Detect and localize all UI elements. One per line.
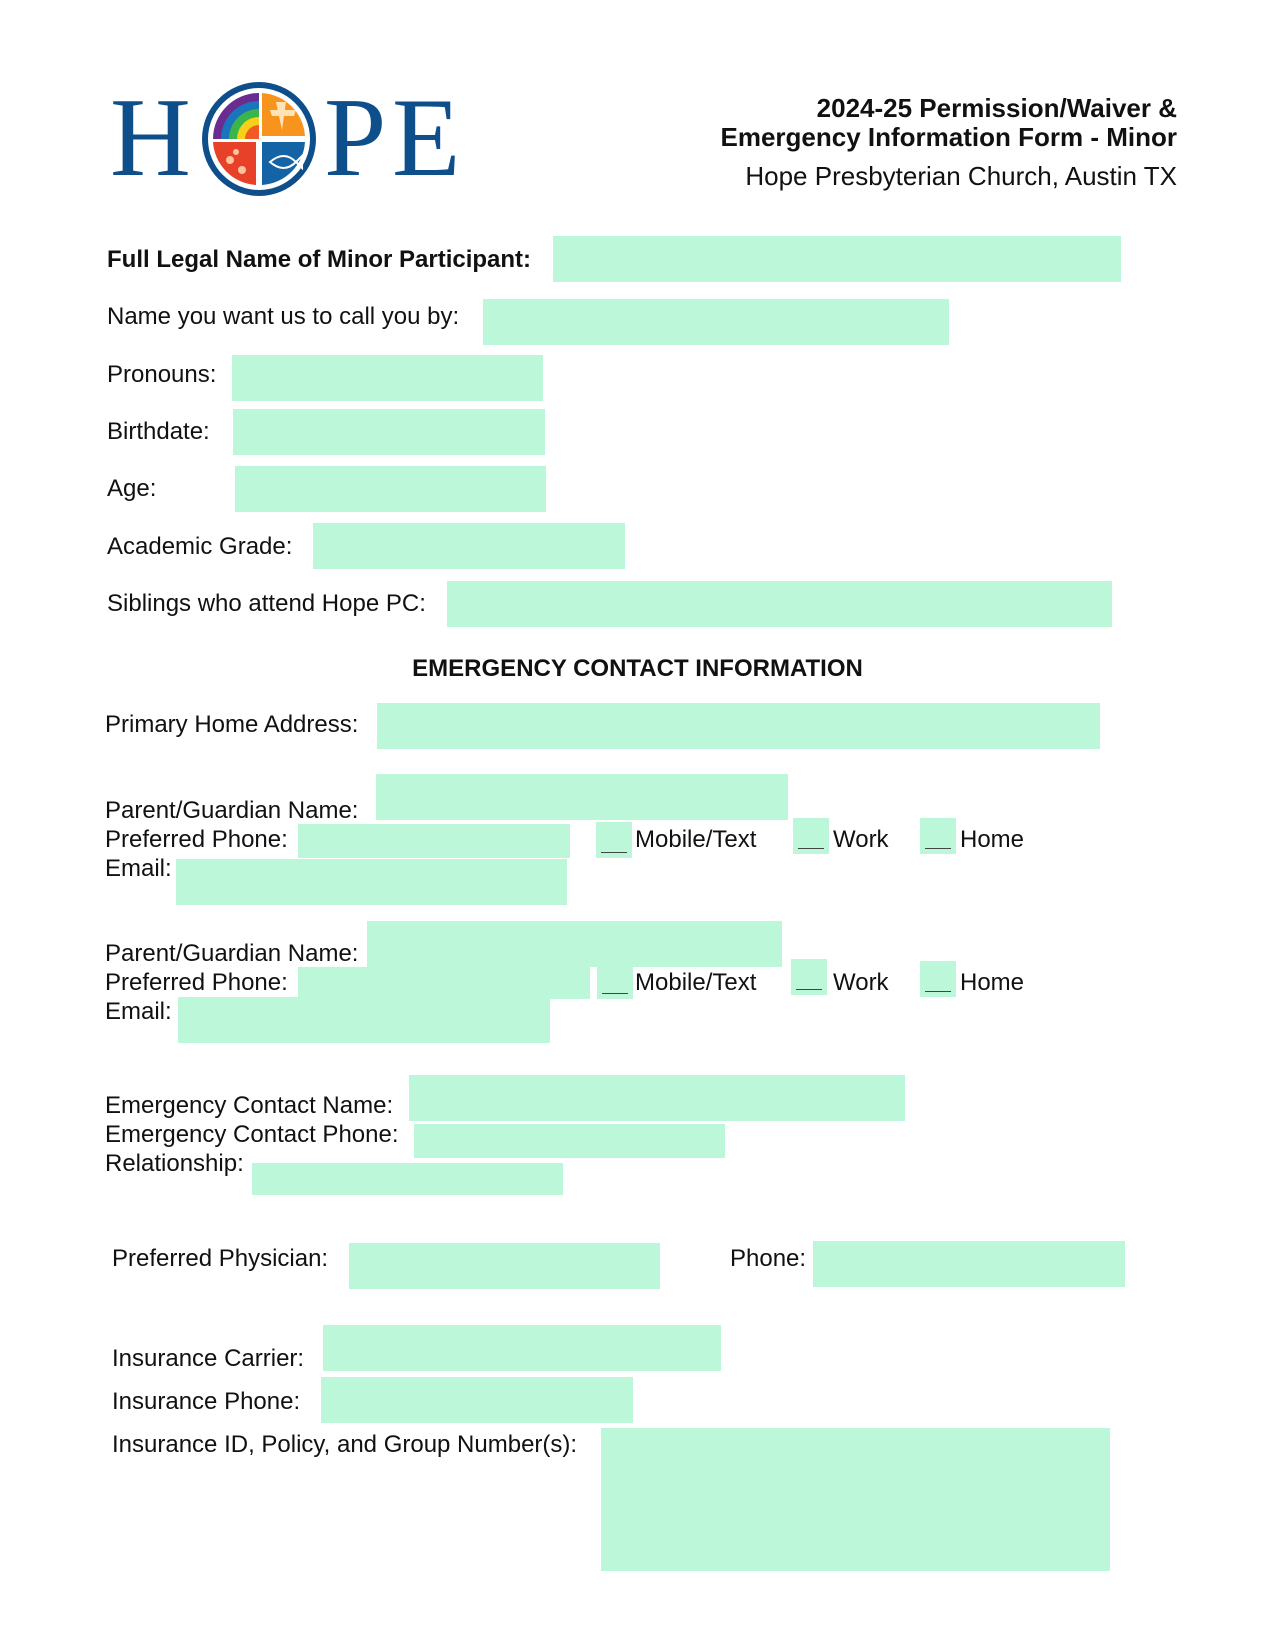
work-option-label: Work (833, 969, 889, 996)
emergency-contact-phone-field[interactable] (414, 1124, 725, 1158)
pronouns-label: Pronouns: (107, 361, 217, 388)
mobile-text-option-label: Mobile/Text (635, 826, 757, 853)
church-subtitle: Hope Presbyterian Church, Austin TX (745, 161, 1177, 191)
guardian-name-field[interactable] (376, 774, 788, 820)
home-checkbox[interactable] (920, 818, 956, 854)
logo-emblem-icon (200, 80, 318, 198)
home-option-label: Home (960, 969, 1025, 996)
work-checkbox[interactable] (793, 818, 829, 854)
email-label: Email: (105, 998, 172, 1025)
logo-letter-h: H (110, 76, 191, 200)
siblings-label: Siblings who attend Hope PC: (107, 590, 426, 617)
relationship-field[interactable] (252, 1163, 563, 1195)
emergency-contact-name-field[interactable] (409, 1075, 905, 1121)
full-name-field[interactable] (553, 236, 1121, 282)
form-title-line2: Emergency Information Form - Minor (720, 122, 1177, 152)
age-label: Age: (107, 475, 157, 502)
home-checkbox[interactable] (920, 961, 956, 997)
preferred-phone-label: Preferred Phone: (105, 826, 288, 853)
nickname-field[interactable] (483, 299, 949, 345)
work-checkbox[interactable] (791, 959, 827, 995)
email-field[interactable] (178, 997, 550, 1043)
insurance-phone-label: Insurance Phone: (112, 1388, 301, 1415)
physician-label: Preferred Physician: (112, 1245, 329, 1272)
preferred-phone-field[interactable] (298, 824, 570, 858)
work-option-label: Work (833, 826, 889, 853)
guardian-name-label: Parent/Guardian Name: (105, 797, 359, 824)
email-field[interactable] (176, 859, 567, 905)
preferred-phone-label: Preferred Phone: (105, 969, 288, 996)
insurance-carrier-label: Insurance Carrier: (112, 1345, 305, 1372)
age-field[interactable] (235, 466, 546, 512)
emergency-contact-name-label: Emergency Contact Name: (105, 1092, 394, 1119)
relationship-label: Relationship: (105, 1150, 244, 1177)
preferred-phone-field[interactable] (298, 967, 590, 999)
form-title-line1: 2024-25 Permission/Waiver & (816, 93, 1177, 123)
birthdate-label: Birthdate: (107, 418, 210, 445)
mobile-text-option-label: Mobile/Text (635, 969, 757, 996)
logo-letter-e: E (392, 76, 461, 200)
insurance-id-label: Insurance ID, Policy, and Group Number(s): (112, 1431, 578, 1458)
guardian-name-field[interactable] (367, 921, 782, 967)
insurance-phone-field[interactable] (321, 1377, 633, 1423)
siblings-field[interactable] (447, 581, 1112, 627)
home-address-field[interactable] (377, 703, 1100, 749)
emergency-contact-phone-label: Emergency Contact Phone: (105, 1121, 399, 1148)
email-label: Email: (105, 855, 172, 882)
mobile-text-checkbox[interactable] (597, 963, 633, 999)
home-option-label: Home (960, 826, 1025, 853)
physician-phone-label: Phone: (730, 1245, 807, 1272)
academic-grade-field[interactable] (313, 523, 625, 569)
guardian-name-label: Parent/Guardian Name: (105, 940, 359, 967)
home-address-label: Primary Home Address: (105, 711, 359, 738)
insurance-id-field[interactable] (601, 1428, 1110, 1571)
section-title-emergency: EMERGENCY CONTACT INFORMATION (412, 655, 863, 682)
physician-field[interactable] (349, 1243, 660, 1289)
academic-grade-label: Academic Grade: (107, 533, 293, 560)
nickname-label: Name you want us to call you by: (107, 303, 460, 330)
birthdate-field[interactable] (233, 409, 545, 455)
pronouns-field[interactable] (232, 355, 543, 401)
logo-letter-p: P (324, 76, 387, 200)
full-name-label: Full Legal Name of Minor Participant: (107, 246, 532, 273)
physician-phone-field[interactable] (813, 1241, 1125, 1287)
insurance-carrier-field[interactable] (323, 1325, 721, 1371)
mobile-text-checkbox[interactable] (596, 822, 632, 858)
